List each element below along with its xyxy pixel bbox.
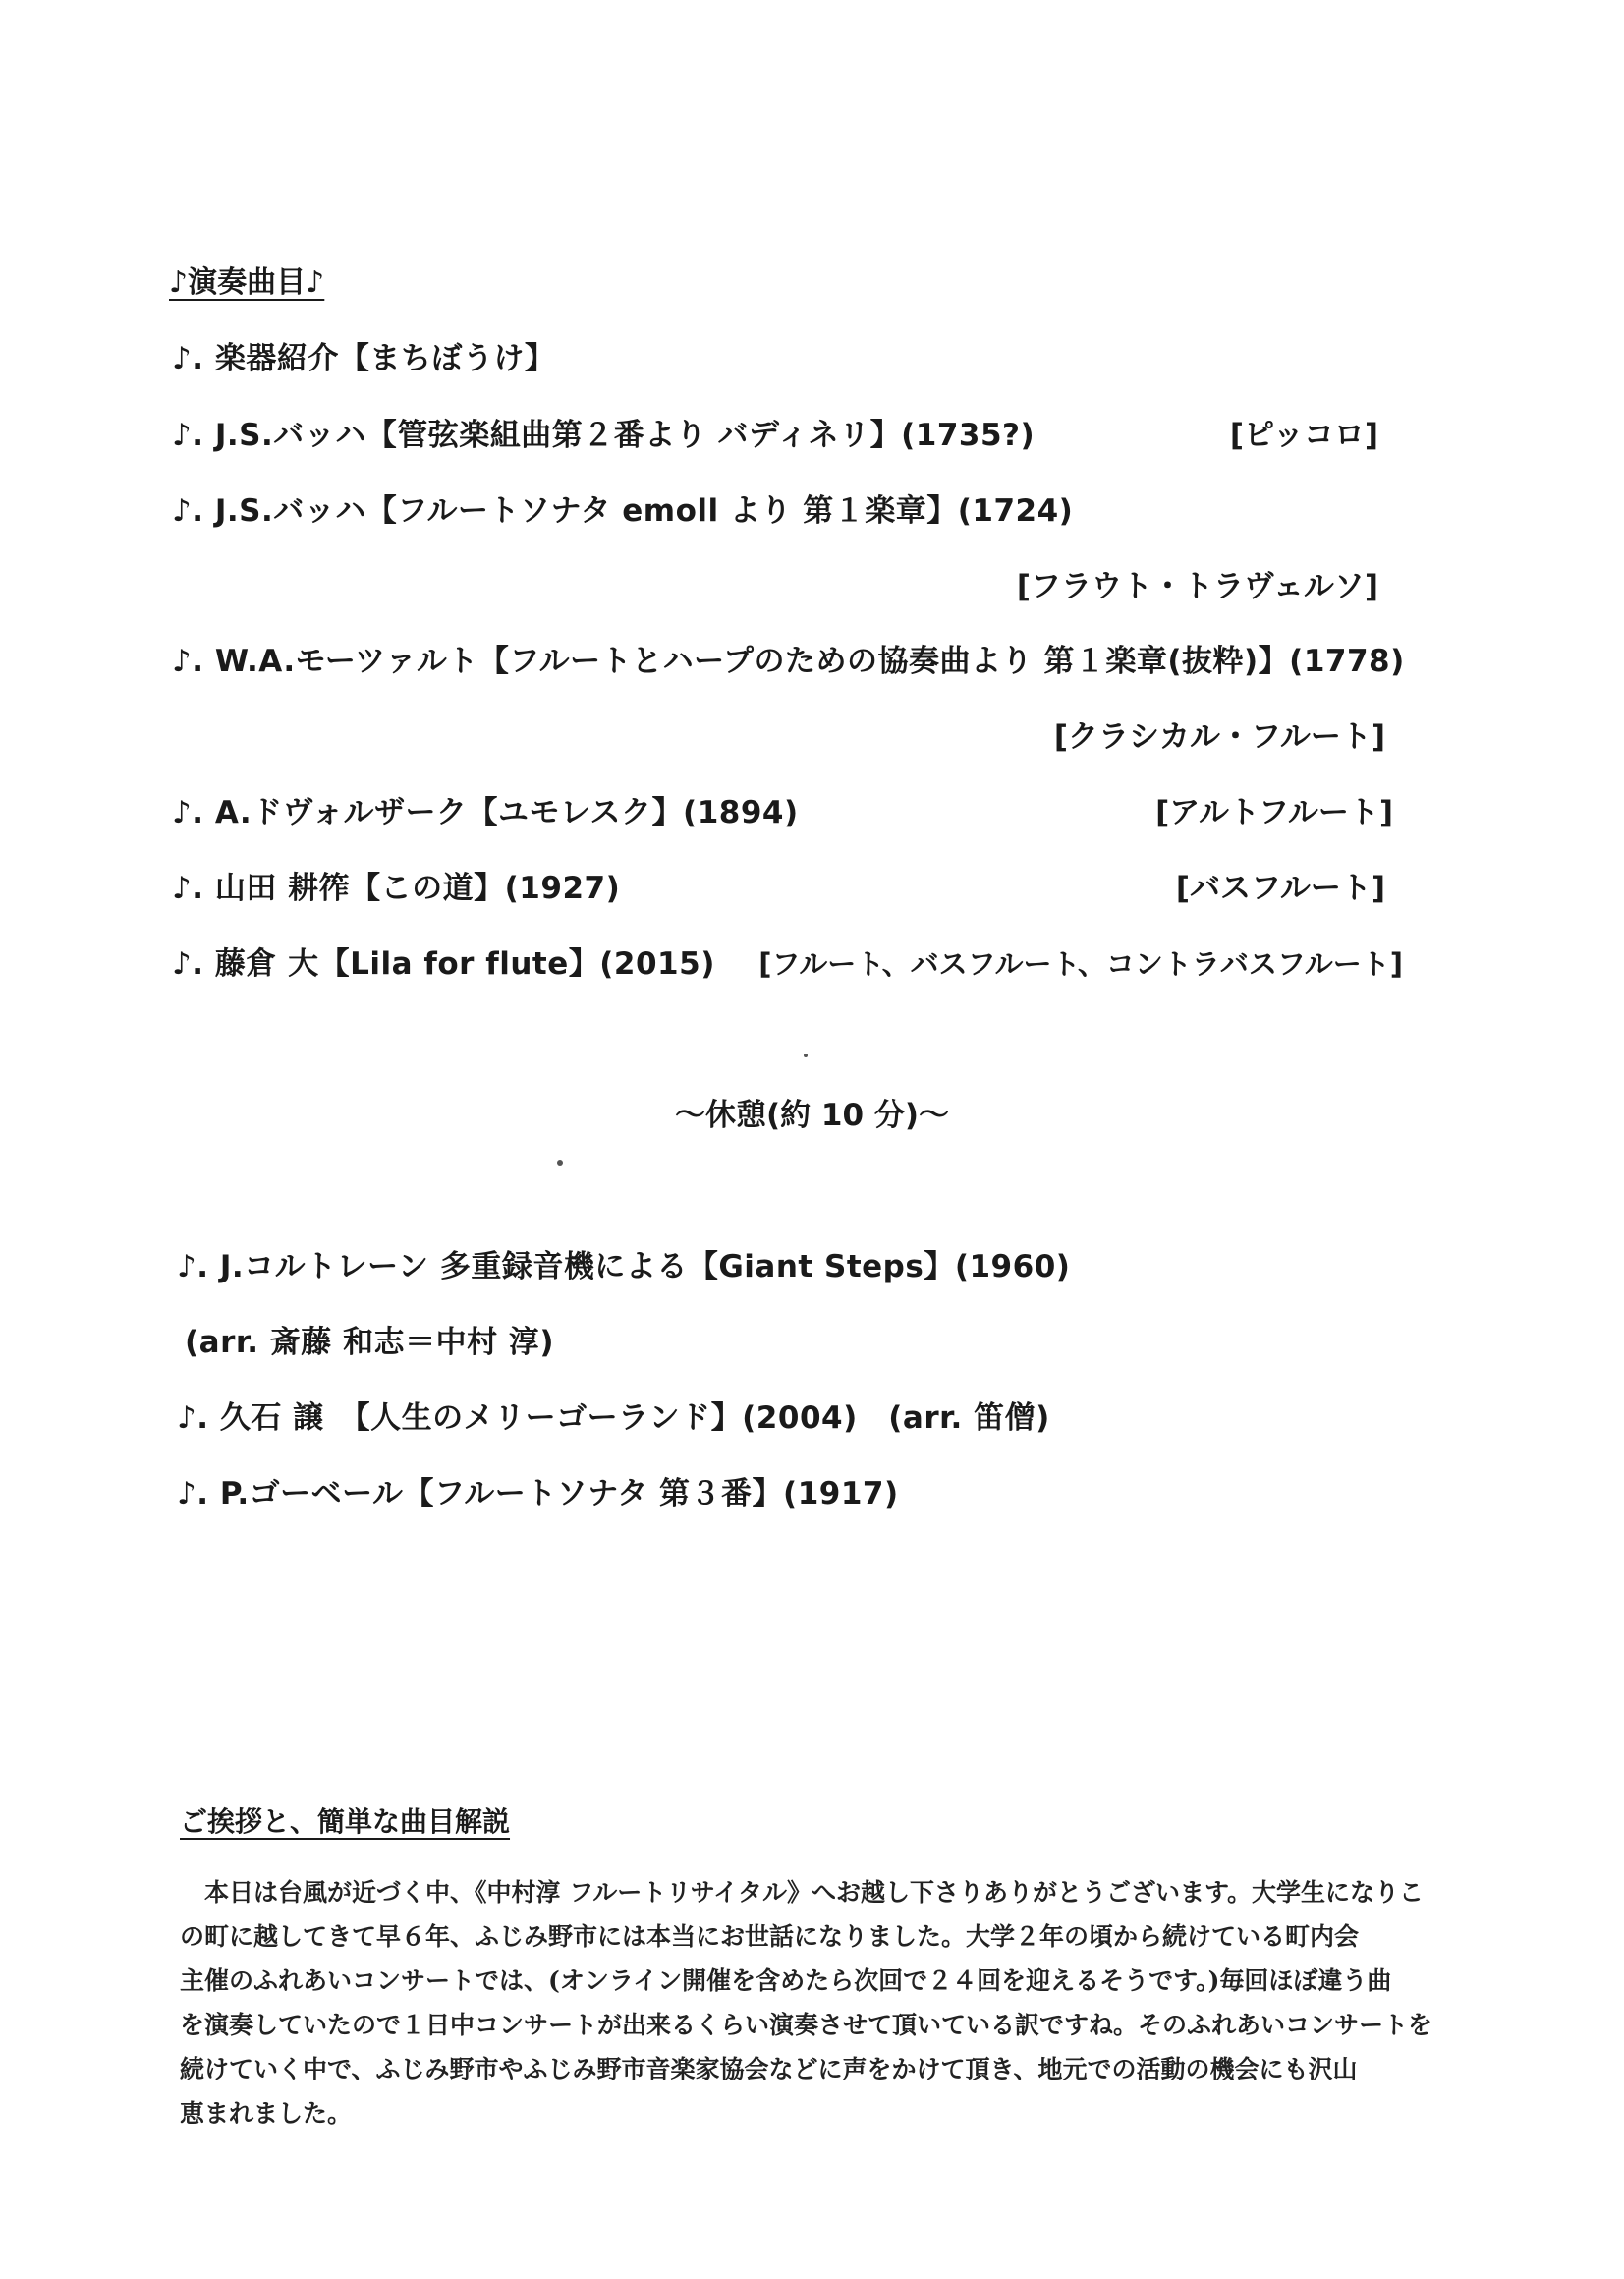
program-item: ♪. J.S.バッハ【管弦楽組曲第２番より バディネリ】(1735?) (172, 418, 1036, 453)
program-item: ♪. J.コルトレーン 多重録音機による【Giant Steps】(1960) (177, 1249, 1071, 1284)
program-item: ♪. 山田 耕筰【この道】(1927) (172, 871, 621, 906)
greeting-heading: ご挨拶と、簡単な曲目解説 (180, 1805, 511, 1838)
greeting-line: 続けていく中で、ふじみ野市やふじみ野市音楽家協会などに声をかけて頂き、地元での活動の機会にも沢山 (180, 2055, 1358, 2083)
scan-speck (557, 1160, 563, 1166)
instrument-label: [バスフルート] (1175, 871, 1385, 906)
program-item: ♪. A.ドヴォルザーク【ユモレスク】(1894) (172, 795, 799, 830)
greeting-paragraph (180, 1870, 1433, 2136)
scan-speck (804, 1054, 808, 1057)
instrument-label: [クラシカル・フルート] (1053, 719, 1385, 755)
greeting-line: を演奏していたので１日中コンサートが出来るくらい演奏させて頂いている訳ですね。そのふれあいコンサートを (180, 2011, 1433, 2039)
program-item: ♪. P.ゴーベール【フルートソナタ 第３番】(1917) (177, 1476, 899, 1511)
program-heading: ♪演奏曲目♪ (169, 265, 325, 300)
greeting-line: 恵まれました。 (180, 2099, 353, 2128)
instrument-label: [フラウト・トラヴェルソ] (1016, 569, 1378, 604)
program-item: ♪. 楽器紹介【まちぼうけ】 (172, 341, 556, 376)
program-item: ♪. 藤倉 大【Lila for flute】(2015) (172, 946, 715, 982)
program-item: ♪. 久石 譲 【人生のメリーゴーランド】(2004) (arr. 笛僧) (177, 1400, 1050, 1436)
greeting-line: の町に越してきて早６年、ふじみ野市には本当にお世話になりました。大学２年の頃から続けている町内会 (180, 1922, 1360, 1951)
instrument-label: [フルート、バスフルート、コントラバスフルート] (758, 947, 1403, 981)
program-item: ♪. J.S.バッハ【フルートソナタ emoll より 第１楽章】(1724) (172, 493, 1074, 529)
greeting-line: 本日は台風が近づく中、《中村淳 フルートリサイタル》へお越し下さりありがとうございます。大学生になりこ (180, 1878, 1424, 1907)
program-item-arranger: (arr. 斎藤 和志＝中村 淳) (185, 1325, 555, 1360)
greeting-line: 主催のふれあいコンサートでは、(オンライン開催を含めたら次回で２４回を迎えるそうです。)毎回ほぼ違う曲 (180, 1966, 1392, 1995)
instrument-label: [アルトフルート] (1155, 795, 1393, 830)
instrument-label: [ピッコロ] (1229, 418, 1378, 453)
program-item: ♪. W.A.モーツァルト【フルートとハープのための協奏曲より 第１楽章(抜粋)】(1778) (172, 644, 1405, 679)
intermission: ～休憩(約 10 分)～ (674, 1098, 950, 1133)
